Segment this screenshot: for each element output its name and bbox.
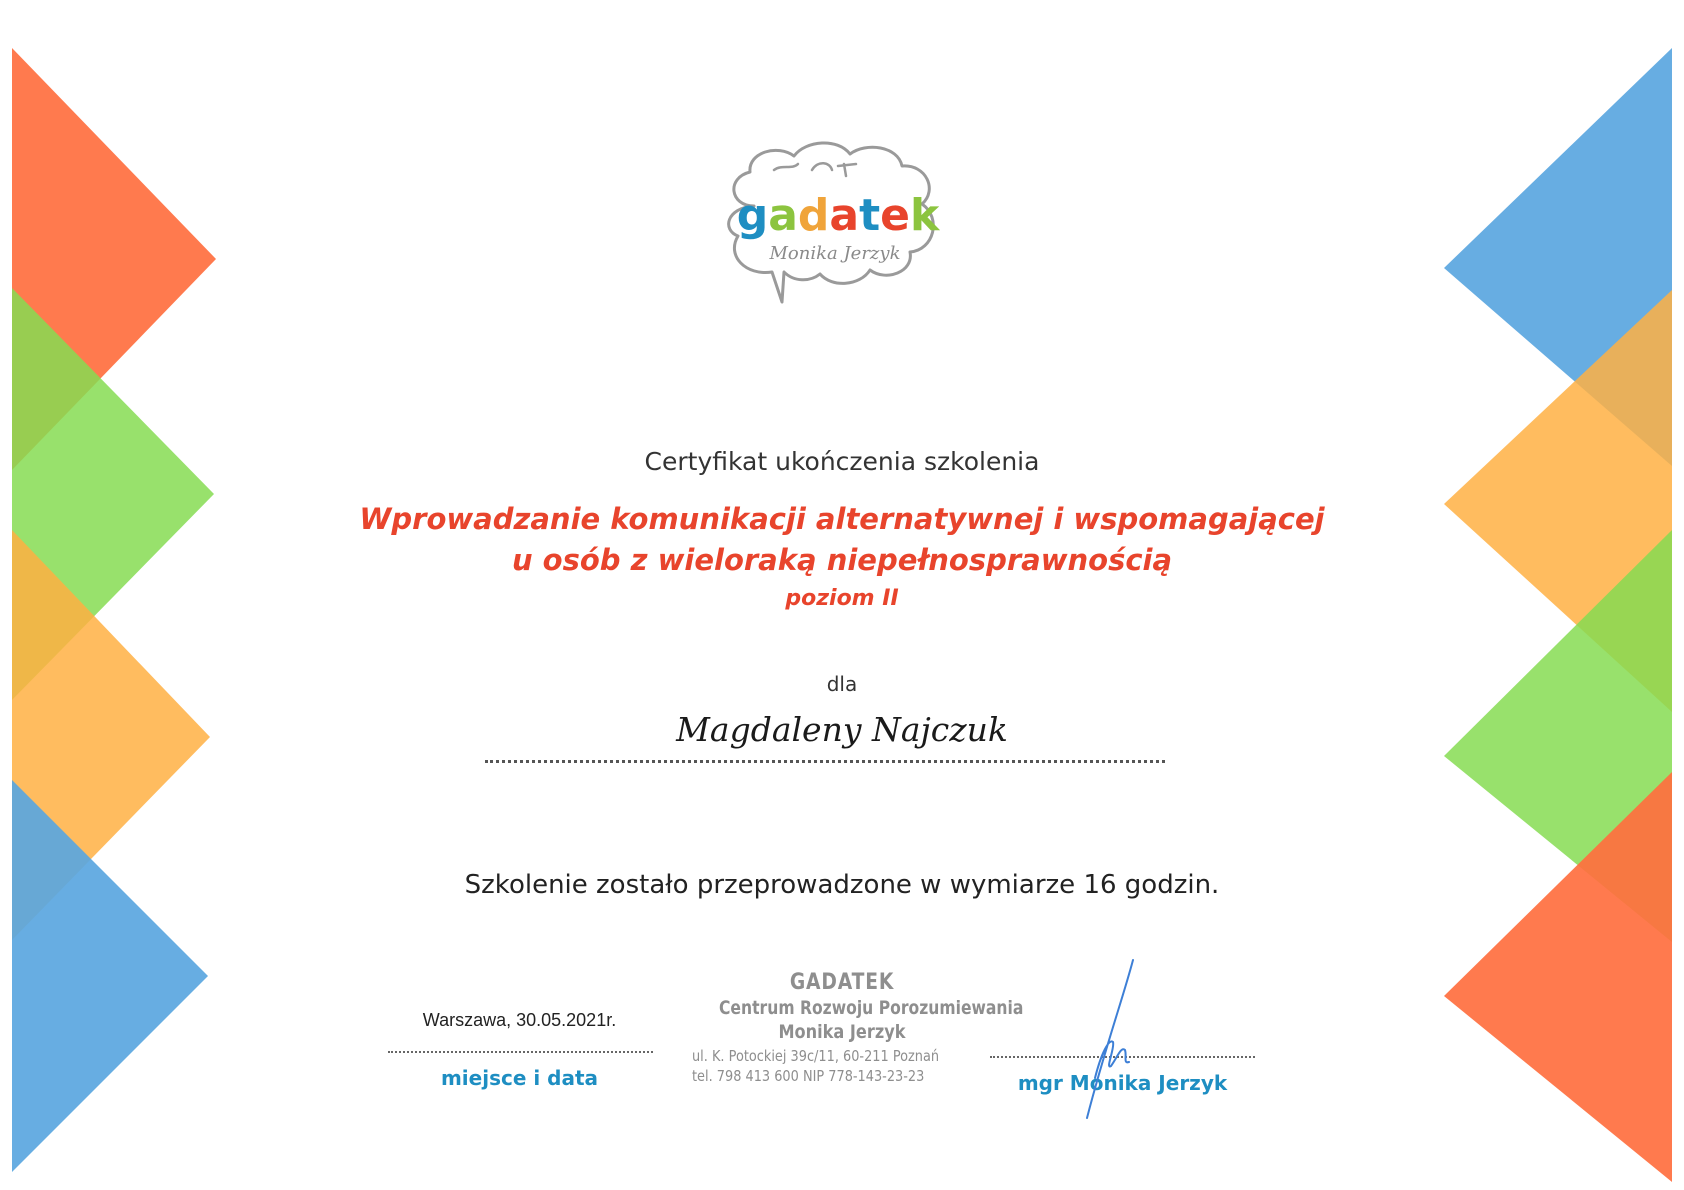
course-level: poziom II <box>785 586 899 611</box>
training-hours-text: Szkolenie zostało przeprowadzone w wymiarze 16 godzin. <box>464 870 1220 900</box>
place-date-dotted-line <box>388 1051 653 1053</box>
recipient-name: Magdaleny Najczuk <box>676 710 1008 749</box>
stamp-line-4: ul. K. Potockiej 39c/11, 60-211 Poznań <box>692 1047 940 1065</box>
logo-letter: k <box>910 190 940 241</box>
logo-letter: a <box>768 190 798 241</box>
logo-letter: g <box>736 190 769 241</box>
company-stamp <box>692 970 1024 1085</box>
course-name-line-2: u osób z wieloraką niepełnosprawnością <box>511 543 1173 577</box>
signature-caption: mgr Monika Jerzyk <box>1017 1071 1228 1095</box>
logo-subtitle: Monika Jerzyk <box>769 243 901 264</box>
stamp-line-3: Monika Jerzyk <box>778 1021 906 1043</box>
logo-letter: d <box>797 190 830 241</box>
logo-letter: a <box>829 190 860 241</box>
recipient-dotted-line <box>485 760 1165 763</box>
place-and-date: Warszawa, 30.05.2021r. <box>422 1010 617 1030</box>
stamp-line-2: Centrum Rozwoju Porozumiewania <box>719 997 1024 1019</box>
stamp-line-5: tel. 798 413 600 NIP 778-143-23-23 <box>692 1067 925 1085</box>
logo-letter: t <box>859 190 881 241</box>
logo-letter: e <box>880 190 911 241</box>
logo-wordmark <box>733 192 943 240</box>
handwritten-signature-icon <box>1065 958 1175 1128</box>
place-date-caption: miejsce i data <box>440 1066 599 1090</box>
course-name-line-1: Wprowadzanie komunikacji alternatywnej i wspomagającej <box>359 502 1325 536</box>
stamp-line-1: GADATEK <box>789 970 895 995</box>
certificate-title: Certyfikat ukończenia szkolenia <box>644 447 1040 476</box>
for-label: dla <box>826 672 858 696</box>
